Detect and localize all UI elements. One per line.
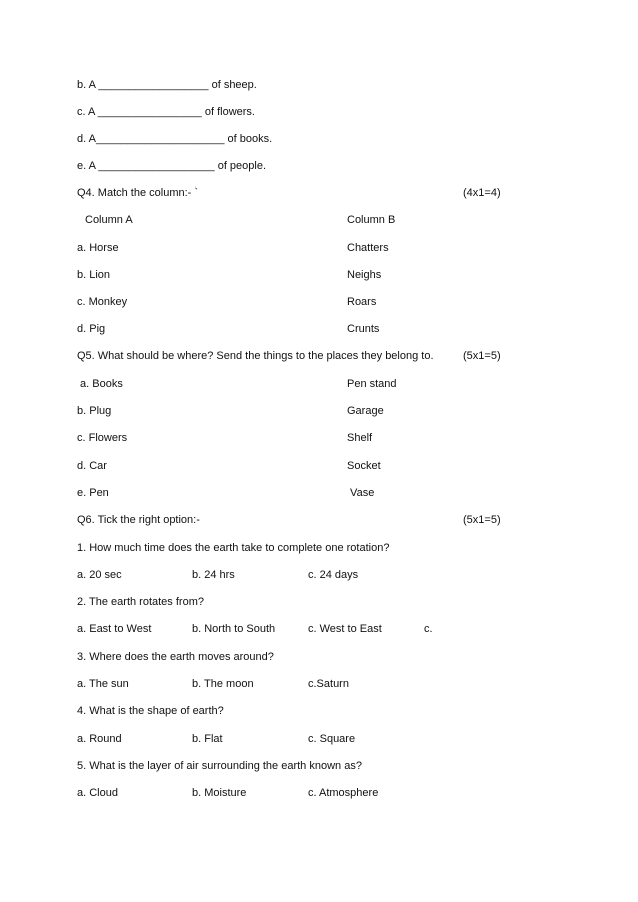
q6-option-b: b. The moon	[192, 678, 254, 690]
q5-row-b: Garage	[347, 405, 384, 417]
q5-row-a: a. Books	[77, 378, 123, 390]
q4-row-a: b. Lion	[77, 269, 111, 281]
q6-option-c: c.Saturn	[308, 678, 349, 690]
q6-option-c: c. Atmosphere	[308, 787, 379, 799]
q6-option-c: c. West to East	[308, 623, 382, 635]
q6-option-a: a. Round	[77, 733, 122, 745]
q6-option-b: b. Moisture	[192, 787, 247, 799]
q6-title: Q6. Tick the right option:-	[77, 514, 200, 526]
q5-row-a: b. Plug	[77, 405, 112, 417]
q6-option-extra: c.	[424, 623, 433, 635]
q5-row-a: d. Car	[77, 460, 107, 472]
blank-line-b: b. A __________________ of sheep.	[77, 79, 257, 91]
q5-title: Q5. What should be where? Send the things to the places they belong to.	[77, 350, 434, 362]
q4-row-a: a. Horse	[77, 242, 119, 254]
q6-option-c: c. Square	[308, 733, 356, 745]
q5-row-a: e. Pen	[77, 487, 109, 499]
q4-title: Q4. Match the column:- `	[77, 187, 199, 199]
q4-row-b: Neighs	[347, 269, 382, 281]
q5-row-b: Shelf	[347, 432, 373, 444]
q6-option-a: a. 20 sec	[77, 569, 122, 581]
q5-row-a: c. Flowers	[77, 432, 128, 444]
q4-row-b: Crunts	[347, 323, 380, 335]
q6-question: 1. How much time does the earth take to complete one rotation?	[77, 542, 390, 554]
q4-row-a: d. Pig	[77, 323, 106, 335]
q5-row-b: Vase	[347, 487, 375, 499]
q6-option-a: a. The sun	[77, 678, 129, 690]
q6-option-c: c. 24 days	[308, 569, 359, 581]
q6-question: 2. The earth rotates from?	[77, 596, 204, 608]
q6-option-a: a. Cloud	[77, 787, 118, 799]
q6-option-b: b. 24 hrs	[192, 569, 235, 581]
q6-option-b: b. North to South	[192, 623, 276, 635]
q6-marks: (5x1=5)	[463, 514, 501, 526]
q6-question: 4. What is the shape of earth?	[77, 705, 224, 717]
q4-marks: (4x1=4)	[463, 187, 501, 199]
blank-line-d: d. A_____________________ of books.	[77, 133, 273, 145]
q5-row-b: Socket	[347, 460, 381, 472]
q5-marks: (5x1=5)	[463, 350, 501, 362]
blank-line-e: e. A ___________________ of people.	[77, 160, 267, 172]
q5-row-b: Pen stand	[347, 378, 397, 390]
q6-option-a: a. East to West	[77, 623, 152, 635]
q6-question: 3. Where does the earth moves around?	[77, 651, 274, 663]
q6-question: 5. What is the layer of air surrounding the earth known as?	[77, 760, 362, 772]
q4-row-b: Roars	[347, 296, 377, 308]
q4-row-a: c. Monkey	[77, 296, 128, 308]
q4-column-a-header: Column A	[85, 214, 133, 226]
q4-column-b-header: Column B	[347, 214, 396, 226]
q4-row-b: Chatters	[347, 242, 389, 254]
q6-option-b: b. Flat	[192, 733, 223, 745]
blank-line-c: c. A _________________ of flowers.	[77, 106, 255, 118]
